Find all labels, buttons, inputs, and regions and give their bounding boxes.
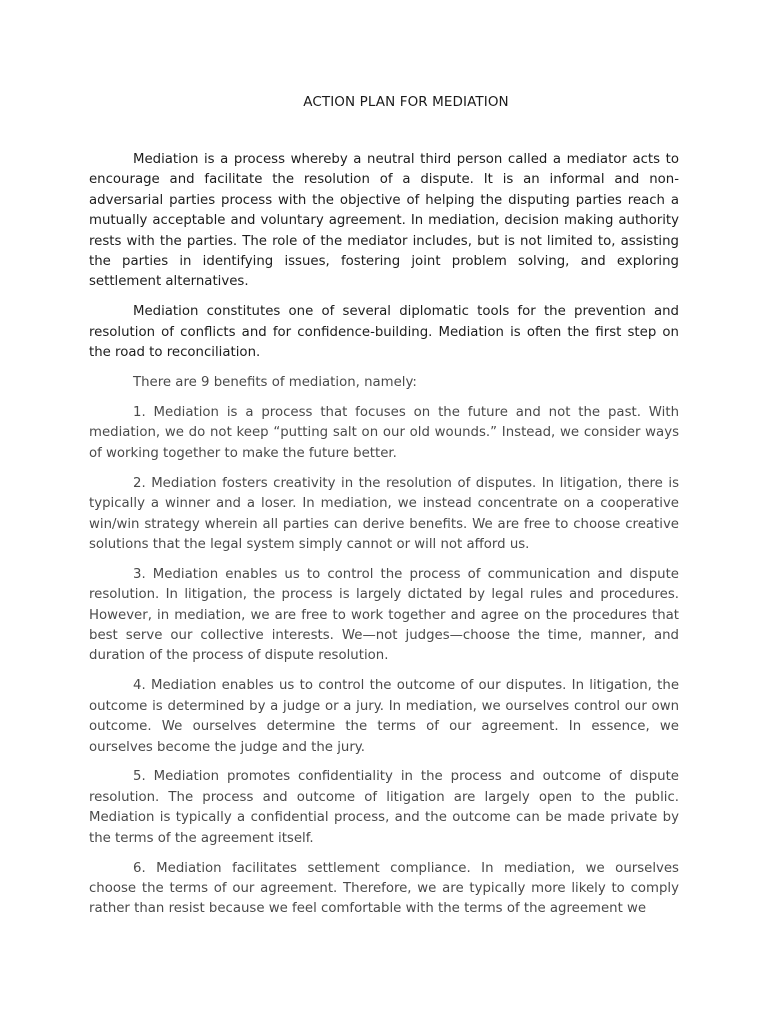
paragraph-benefits-intro: There are 9 benefits of mediation, namely: [133,375,417,391]
document-title: ACTION PLAN FOR MEDIATION [303,94,509,110]
paragraph-benefit-6: 6. Mediation facilitates settlement compliance. In mediation, we ourselves choose the terms of our agreement. Therefore, we are typically more likely to comply rather than resist because we feel comfortable with the terms of the agreement we [89,860,679,917]
document-body [89,150,679,929]
paragraph-benefit-4: 4. Mediation enables us to control the outcome of our disputes. In litigation, the outcome is determined by a judge or a jury. In mediation, we ourselves control our own outcome. We ourselves determine the terms of our agreement. In essence, we ourselves become the judge and the jury. [89,678,679,755]
paragraph-benefit-3: 3. Mediation enables us to control the process of communication and dispute resolution. In litigation, the process is largely dictated by legal rules and procedures. However, in mediation, we are free to work together and agree on the procedures that best serve our collective interests. We—not judges—choose the time, manner, and duration of the process of dispute resolution. [89,566,679,664]
paragraph-diplomatic-tools: Mediation constitutes one of several diplomatic tools for the prevention and resolution of conflicts and for confidence-building. Mediation is often the first step on the road to reconciliation. [89,304,679,361]
paragraph-definition: Mediation is a process whereby a neutral third person called a mediator acts to encourage and facilitate the resolution of a dispute. It is an informal and non-adversarial parties process with the objective of helping the disputing parties reach a mutually acceptable and voluntary agreement. In mediation, decision making authority rests with the parties. The role of the mediator includes, but is not limited to, assisting the parties in identifying issues, fostering joint problem solving, and exploring settlement alternatives. [89,152,679,290]
paragraph-benefit-1: 1. Mediation is a process that focuses on the future and not the past. With mediation, we do not keep “putting salt on our old wounds.” Instead, we consider ways of working together to make the future better. [89,404,679,461]
paragraph-benefit-5: 5. Mediation promotes confidentiality in the process and outcome of dispute resolution. The process and outcome of litigation are largely open to the public. Mediation is typically a confidential process, and the outcome can be made private by the terms of the agreement itself. [89,769,679,846]
paragraph-benefit-2: 2. Mediation fosters creativity in the resolution of disputes. In litigation, there is typically a winner and a loser. In mediation, we instead concentrate on a cooperative win/win strategy wherein all parties can derive benefits. We are free to choose creative solutions that the legal system simply cannot or will not afford us. [89,475,679,552]
